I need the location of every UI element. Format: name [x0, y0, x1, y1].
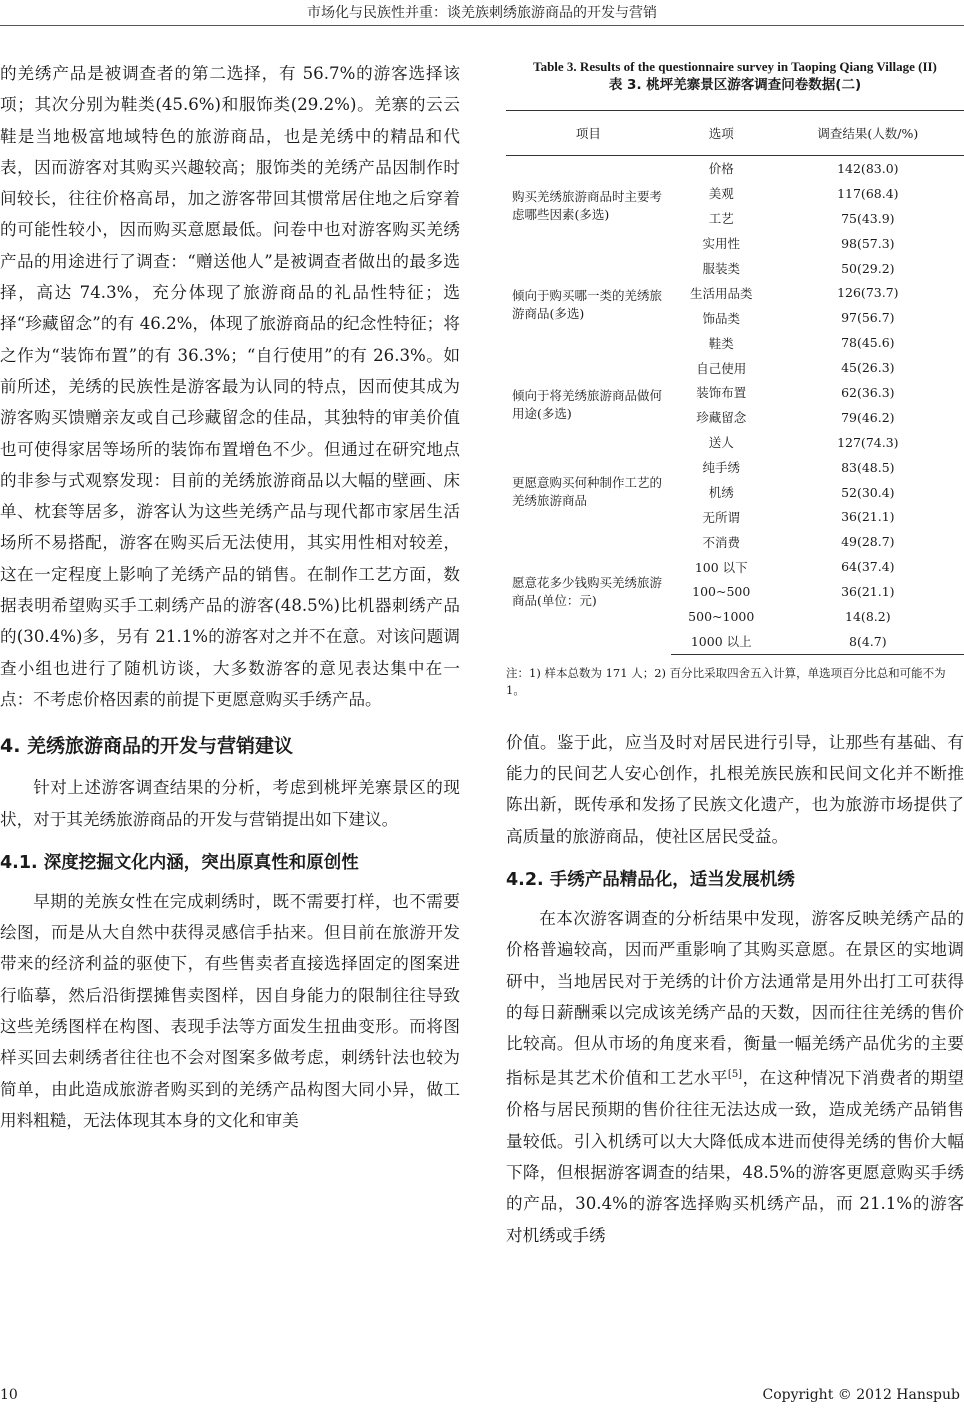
table-header: 选项 — [671, 111, 772, 156]
table-option-cell: 自己使用 — [696, 360, 747, 376]
table-item-cell: 更愿意购买何种制作工艺的羌绣旅游商品 — [512, 475, 663, 509]
table-result-cell: 64(37.4) — [841, 559, 895, 575]
table-option-cell: 鞋类 — [708, 335, 734, 351]
table-result-cell: 45(26.3) — [841, 360, 895, 376]
table-option-cell: 500~1000 — [688, 608, 755, 624]
table-option-cell: 纯手绣 — [702, 460, 740, 476]
table-result-cell: 117(68.4) — [837, 185, 899, 201]
table-header: 调查结果(人数/%) — [772, 111, 964, 156]
table-option-cell: 无所谓 — [702, 509, 740, 525]
table-option-cell: 装饰布置 — [696, 385, 747, 401]
table-item-cell: 倾向于购买哪一类的羌绣旅游商品(多选) — [512, 288, 663, 322]
table-option-cell: 美观 — [708, 186, 734, 202]
table-row — [506, 529, 964, 554]
table-result-cell: 50(29.2) — [841, 260, 895, 276]
table-result-cell: 83(48.5) — [841, 459, 895, 475]
table-result-cell: 78(45.6) — [841, 335, 895, 351]
copyright: Copyright © 2012 Hanspub — [762, 1387, 960, 1403]
table-option-cell: 价格 — [708, 161, 734, 177]
table-option-cell: 100 以下 — [694, 559, 748, 575]
table-result-cell: 14(8.2) — [845, 608, 891, 624]
table-option-cell: 珍藏留念 — [696, 410, 747, 426]
left-column — [0, 58, 460, 1136]
table-caption-en: Table 3. Results of the questionnaire survey in Taoping Qiang Village (II) — [533, 59, 937, 74]
table-item-cell: 愿意花多少钱购买羌绣旅游商品(单位：元) — [512, 574, 663, 608]
table-option-cell: 生活用品类 — [689, 285, 753, 301]
table-option-cell: 1000 以上 — [671, 629, 772, 654]
table-note: 注：1) 样本总数为 171 人；2) 百分比采取四舍五入计算，单选项百分比总和可能不为 1。 — [506, 665, 946, 697]
table-row — [506, 355, 964, 380]
survey-table — [506, 110, 964, 655]
table-result-cell: 62(36.3) — [841, 384, 895, 400]
table-result-cell: 126(73.7) — [837, 285, 899, 301]
table-item-cell: 倾向于将羌绣旅游商品做何用途(多选) — [512, 387, 663, 421]
table-row — [506, 156, 964, 181]
subsection-heading: 4.1. 深度挖掘文化内涵，突出原真性和原创性 — [0, 852, 359, 873]
table-result-cell: 142(83.0) — [837, 160, 899, 176]
table-option-cell: 机绣 — [708, 485, 734, 501]
right-column — [506, 58, 964, 1251]
table-result-cell: 97(56.7) — [841, 310, 895, 326]
table-option-cell: 工艺 — [708, 211, 734, 227]
paragraph-text: ，在这种情况下消费者的期望价格与居民预期的售价往往无法达成一致，造成羌绣产品销售量较低。引入机绣可以大大降低成本进而使得羌绣的售价大幅下降，但根据游客调查的结果，48.5%的游客更愿意购买手绣的产品，30.4%的游客选择购买机绣产品，而 21.1%的游客对机绣或手绣 — [506, 1069, 964, 1245]
subsection-heading: 4.2. 手绣产品精品化，适当发展机绣 — [506, 870, 795, 890]
page-number: 10 — [0, 1387, 18, 1403]
paragraph-text: 在本次游客调查的分析结果中发现，游客反映羌绣产品的价格普遍较高，因而严重影响了其购买意愿。在景区的实地调研中，当地居民对于羌绣的计价方法通常是用外出打工可获得的每日薪酬乘以完成该羌绣产品的天数，因而往往羌绣的售价比较高。但从市场的角度来看，衡量一幅羌绣产品优劣的主要指标是其艺术价值和工艺水平 — [506, 909, 964, 1089]
table-row — [506, 455, 964, 480]
table-result-cell: 8(4.7) — [772, 629, 964, 654]
table-option-cell: 实用性 — [702, 236, 740, 252]
table-option-cell: 100~500 — [692, 584, 751, 600]
citation-ref: [5] — [727, 1069, 743, 1081]
table-result-cell: 127(74.3) — [837, 434, 899, 450]
header-rule — [0, 25, 964, 26]
table-caption-zh: 表 3. 桃坪羌寨景区游客调查问卷数据(二) — [608, 77, 862, 93]
paragraph: 价值。鉴于此，应当及时对居民进行引导，让那些有基础、有能力的民间艺人安心创作，扎根羌族民族和民间文化并不断推陈出新，既传承和发扬了民族文化遗产，也为旅游市场提供了高质量的旅游商品，使社区居民受益。 — [506, 732, 964, 846]
table-result-cell: 75(43.9) — [841, 210, 895, 226]
paragraph: 早期的羌族女性在完成刺绣时，既不需要打样，也不需要绘图，而是从大自然中获得灵感信手拈来。但目前在旅游开发带来的经济利益的驱使下，有些售卖者直接选择固定的图案进行临摹，然后沿街摆摊售卖图样，因自身能力的限制往往导致这些羌绣图样在构图、表现手法等方面发生扭曲变形。而将图样买回去刺绣者往往也不会对图案多做考虑，刺绣针法也较为简单，由此造成旅游者购买到的羌绣产品构图大同小异，做工用料粗糙，无法体现其本身的文化和审美 — [0, 891, 460, 1130]
table-item-cell: 购买羌绣旅游商品时主要考虑哪些因素(多选) — [512, 188, 663, 222]
paragraph — [506, 903, 964, 1251]
section-heading: 4. 羌绣旅游商品的开发与营销建议 — [0, 735, 294, 758]
running-header: 市场化与民族性并重：谈羌族刺绣旅游商品的开发与营销 — [307, 5, 657, 21]
table-option-cell: 饰品类 — [702, 310, 740, 326]
table-result-cell: 79(46.2) — [841, 409, 895, 425]
table-option-cell: 不消费 — [702, 534, 740, 550]
table-result-cell: 98(57.3) — [841, 235, 895, 251]
table-row — [506, 256, 964, 281]
table-result-cell: 36(21.1) — [841, 584, 895, 600]
table-header: 项目 — [506, 111, 671, 156]
table-result-cell: 36(21.1) — [841, 509, 895, 525]
paragraph: 针对上述游客调查结果的分析，考虑到桃坪羌寨景区的现状，对于其羌绣旅游商品的开发与营销提出如下建议。 — [0, 778, 460, 829]
table-option-cell: 服装类 — [702, 261, 740, 276]
paragraph: 的羌绣产品是被调查者的第二选择，有 56.7%的游客选择该项；其次分别为鞋类(45.6%)和服饰类(29.2%)。羌寨的云云鞋是当地极富地域特色的旅游商品，也是羌绣中的精品和代表，因而游客对其购买兴趣较高；服饰类的羌绣产品因制作时间较长，往往价格高昂，加之游客带回其惯常居住地之后穿着的可能性较小，因而购买意愿最低。问卷中也对游客购买羌绣产品的用途进行了调查：“赠送他人”是被调查者做出的最多选择，高达 74.3%，充分体现了旅游商品的礼品性特征；选择“珍藏留念”的有 46.2%，体现了旅游商品的纪念性特征；将之作为“装饰布置”的有 36.3%；“自行使用”的有 26.3%。如前所述，羌绣的民族性是游客最为认同的特点，因而使其成为游客购买馈赠亲友或自己珍藏留念的佳品，其独特的审美价值也可使得家居等场所的装饰布置增色不少。但通过在研究地点的非参与式观察发现：目前的羌绣旅游商品以大幅的壁画、床单、枕套等居多，游客认为这些羌绣产品与现代都市家居生活场所不易搭配，游客在购买后无法使用，其实用性相对较差，这在一定程度上影响了羌绣产品的销售。在制作工艺方面，数据表明希望购买手工刺绣产品的游客(48.5%)比机器刺绣产品的(30.4%)多，另有 21.1%的游客对之并不在意。对该问题调查小组也进行了随机访谈，大多数游客的意见表达集中在一点：不考虑价格因素的前提下更愿意购买手绣产品。 — [0, 64, 460, 709]
table-option-cell: 送人 — [708, 435, 734, 451]
table-result-cell: 52(30.4) — [841, 484, 895, 500]
table-result-cell: 49(28.7) — [841, 534, 895, 550]
